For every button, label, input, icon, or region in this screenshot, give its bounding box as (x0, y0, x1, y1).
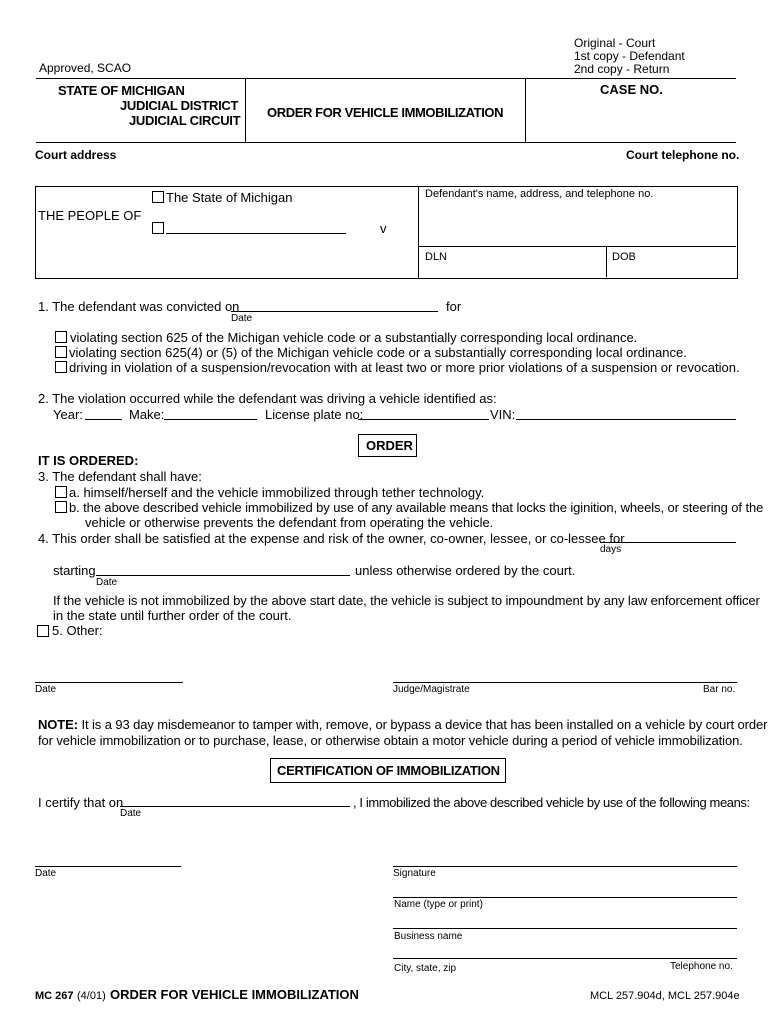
defendant-label: Defendant's name, address, and telephone no. (425, 188, 654, 200)
judge-signature-field[interactable] (393, 682, 737, 683)
dln-rule (418, 246, 736, 247)
business-caption: Business name (394, 931, 463, 942)
vin-label: VIN: (490, 407, 516, 422)
judge-caption: Judge/Magistrate (393, 684, 470, 695)
header-divider-1 (245, 78, 246, 142)
days-field[interactable] (600, 542, 736, 543)
signature-field[interactable] (393, 866, 737, 867)
court-address: Court address (35, 148, 117, 162)
item4-text: 4. This order shall be satisfied at the expense and risk of the owner, co-owner, lessee, or co-lessee for (38, 531, 625, 546)
other-checkbox[interactable] (37, 625, 49, 637)
telephone-caption: Telephone no. (670, 961, 733, 972)
other-plaintiff-checkbox[interactable] (152, 222, 164, 234)
copy-original: Original - Court (574, 36, 656, 50)
starting-date-caption: Date (96, 577, 118, 588)
impound-text-1: If the vehicle is not immobilized by the above start date, the vehicle is subject to impoundment by any law enforcement officer (53, 593, 760, 608)
days-caption: days (600, 544, 622, 555)
starting-label: starting (53, 563, 96, 578)
certification-heading: CERTIFICATION OF IMMOBILIZATION (277, 763, 500, 778)
approved-scao: Approved, SCAO (39, 61, 132, 75)
suspension-checkbox[interactable] (55, 361, 67, 373)
item2-text: 2. The violation occurred while the defendant was driving a vehicle identified as: (38, 391, 497, 406)
suspension-text: driving in violation of a suspension/revocation with at least two or more prior violations of a suspension or revocation. (69, 360, 740, 375)
plate-field[interactable] (358, 419, 489, 420)
vin-field[interactable] (516, 419, 736, 420)
certify-date-caption: Date (120, 808, 142, 819)
item3a-text: a. himself/herself and the vehicle immobilized through tether technology. (69, 485, 485, 500)
versus-label: v (380, 221, 387, 236)
violation-625-4-5-checkbox[interactable] (55, 346, 67, 358)
state-of-michigan-checkbox[interactable] (152, 191, 164, 203)
make-label: Make: (129, 407, 165, 422)
case-no: CASE NO. (600, 82, 663, 97)
immobilize-checkbox[interactable] (55, 501, 67, 513)
cert-date-field[interactable] (35, 866, 181, 867)
violation-625-checkbox[interactable] (55, 331, 67, 343)
footer-title: ORDER FOR VEHICLE IMMOBILIZATION (110, 987, 359, 1002)
item3b-text-1: b. the above described vehicle immobilized by use of any available means that locks the iginition, wheels, or steering of the (69, 500, 764, 515)
unless-text: unless otherwise ordered by the court. (355, 563, 576, 578)
cert-date-caption: Date (35, 868, 57, 879)
form-number: MC 267 (35, 990, 74, 1002)
name-field[interactable] (393, 897, 737, 898)
state-of-michigan: STATE OF MICHIGAN (58, 83, 185, 98)
make-field[interactable] (164, 419, 257, 420)
starting-date-field[interactable] (96, 575, 350, 576)
violation-625-text: violating section 625 of the Michigan vehicle code or a substantially corresponding local ordinance. (70, 330, 638, 345)
item3-text: 3. The defendant shall have: (38, 469, 202, 484)
signature-caption: Signature (393, 868, 436, 879)
other-plaintiff-field[interactable] (166, 233, 346, 234)
city-field[interactable] (393, 958, 737, 959)
note-label: NOTE: (38, 717, 78, 732)
item3b-text-2: vehicle or otherwise prevents the defendant from operating the vehicle. (85, 515, 494, 530)
bar-no-caption: Bar no. (703, 684, 736, 695)
dob-label: DOB (612, 251, 636, 263)
header-top-rule (36, 78, 736, 79)
parties-divider (418, 186, 419, 278)
certify-date-field[interactable] (120, 806, 350, 807)
business-field[interactable] (393, 928, 737, 929)
state-of-michigan-option: The State of Michigan (166, 190, 293, 205)
it-is-ordered: IT IS ORDERED: (38, 453, 139, 468)
mcl-reference: MCL 257.904d, MCL 257.904e (590, 990, 740, 1002)
plate-label: License plate no: (265, 407, 364, 422)
city-caption: City, state, zip (394, 963, 457, 974)
immobilized-text: , I immobilized the above described vehicle by use of the following means: (353, 795, 750, 810)
order-date-caption: Date (35, 684, 57, 695)
dln-dob-divider (606, 246, 607, 277)
item1-date-caption: Date (231, 313, 253, 324)
dln-label: DLN (425, 251, 448, 263)
name-caption: Name (type or print) (394, 899, 483, 910)
conviction-date-field[interactable] (231, 311, 438, 312)
court-telephone: Court telephone no. (626, 148, 740, 162)
form-date: (4/01) (77, 990, 106, 1002)
note-line-2: for vehicle immobilization or to purchase, lease, or otherwise obtain a motor vehicle during a period of vehicle immobilization. (38, 733, 743, 748)
item1-text: 1. The defendant was convicted on (38, 299, 240, 314)
judicial-circuit: JUDICIAL CIRCUIT (129, 113, 241, 128)
certify-text: I certify that on (38, 795, 124, 810)
order-heading: ORDER (366, 438, 413, 453)
order-date-field[interactable] (35, 682, 183, 683)
copy-first: 1st copy - Defendant (574, 49, 685, 63)
copy-second: 2nd copy - Return (574, 62, 670, 76)
form-title: ORDER FOR VEHICLE IMMOBILIZATION (267, 105, 504, 120)
note-line-1 (38, 717, 767, 732)
judicial-district: JUDICIAL DISTRICT (120, 98, 239, 113)
tether-checkbox[interactable] (55, 486, 67, 498)
people-of-label: THE PEOPLE OF (38, 208, 142, 223)
header-divider-2 (525, 78, 526, 142)
violation-625-4-5-text: violating section 625(4) or (5) of the Michigan vehicle code or a substantially corresponding local ordinance. (69, 345, 687, 360)
header-bottom-rule (36, 142, 736, 143)
note-text-1: It is a 93 day misdemeanor to tamper with, remove, or bypass a device that has been installed on a vehicle by court order (77, 717, 768, 732)
item5-text: 5. Other: (52, 623, 103, 638)
year-label: Year: (53, 407, 83, 422)
year-field[interactable] (85, 419, 122, 420)
item1-for: for (446, 299, 462, 314)
impound-text-2: in the state until further order of the court. (53, 608, 292, 623)
